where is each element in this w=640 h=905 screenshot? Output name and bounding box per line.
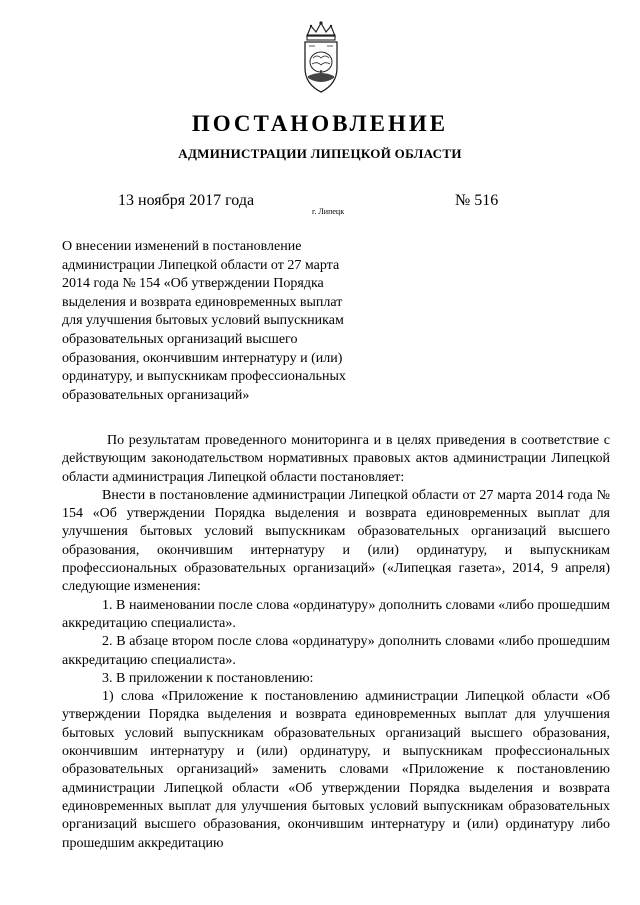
body-paragraph: 3. В приложении к постановлению: [102,670,314,686]
heading-line: администрации Липецкой области от 27 марта [62,257,340,273]
coat-of-arms-icon [297,20,345,98]
body-paragraph: По результатам проведенного мониторинга и в целях приведения в соответствие с действующим законодательством нормативных правовых актов администрации Липецкой области администрация Липецкой области постановляет: [62,433,610,485]
body-paragraph: 1. В наименовании после слова «ординатуру» дополнить словами «либо прошедшим аккредитацию специалиста». [62,597,610,631]
document-subtitle: АДМИНИСТРАЦИИ ЛИПЕЦКОЙ ОБЛАСТИ [178,146,462,161]
heading-line: образования, окончившим интернатуру и (или) [62,350,343,366]
body-paragraph: 1) слова «Приложение к постановлению администрации Липецкой области «Об утверждении Порядка выделения и возврата единовременных выплат для улучшения бытовых условий выпускникам образовательных организаций высшего образования, окончившим интернатуру и (или) ординатуру, и выпускникам профессиональных образовательных организаций» заменить словами «Приложение к постановлению администрации Липецкой области «Об утверждении Порядка выделения и возврата единовременных выплат для улучшения бытовых условий выпускникам образовательных организаций высшего образования, окончившим интернатуру и (или) ординатуру либо прошедшим аккредитацию [62,689,610,851]
document-date: 13 ноября 2017 года [118,192,255,209]
heading-line: 2014 года № 154 «Об утверждении Порядка [62,276,324,292]
document-body [62,432,610,853]
document-number: № 516 [455,192,499,209]
heading-line: для улучшения бытовых условий выпускникам [62,313,344,329]
document-title: ПОСТАНОВЛЕНИЕ [191,111,449,136]
document-heading [62,238,380,405]
heading-line: ординатуру, и выпускникам профессиональных [62,369,346,385]
heading-line: образовательных организаций высшего [62,331,298,347]
document-city: г. Липецк [312,207,345,216]
heading-line: образовательных организаций» [62,387,250,403]
body-paragraph: 2. В абзаце втором после слова «ординатуру» дополнить словами «либо прошедшим аккредитацию специалиста». [62,634,610,668]
heading-line: О внесении изменений в постановление [62,239,302,254]
body-paragraph: Внести в постановление администрации Липецкой области от 27 марта 2014 года № 154 «Об утверждении Порядка выделения и возврата единовременных выплат для улучшения бытовых условий выпускникам образовательных организаций высшего образования, окончившим интернатуру и (или) ординатуру, и выпускникам профессиональных образовательных организаций» («Липецкая газета», 2014, 9 апреля) следующие изменения: [62,487,610,595]
heading-line: выделения и возврата единовременных выплат [62,294,343,310]
